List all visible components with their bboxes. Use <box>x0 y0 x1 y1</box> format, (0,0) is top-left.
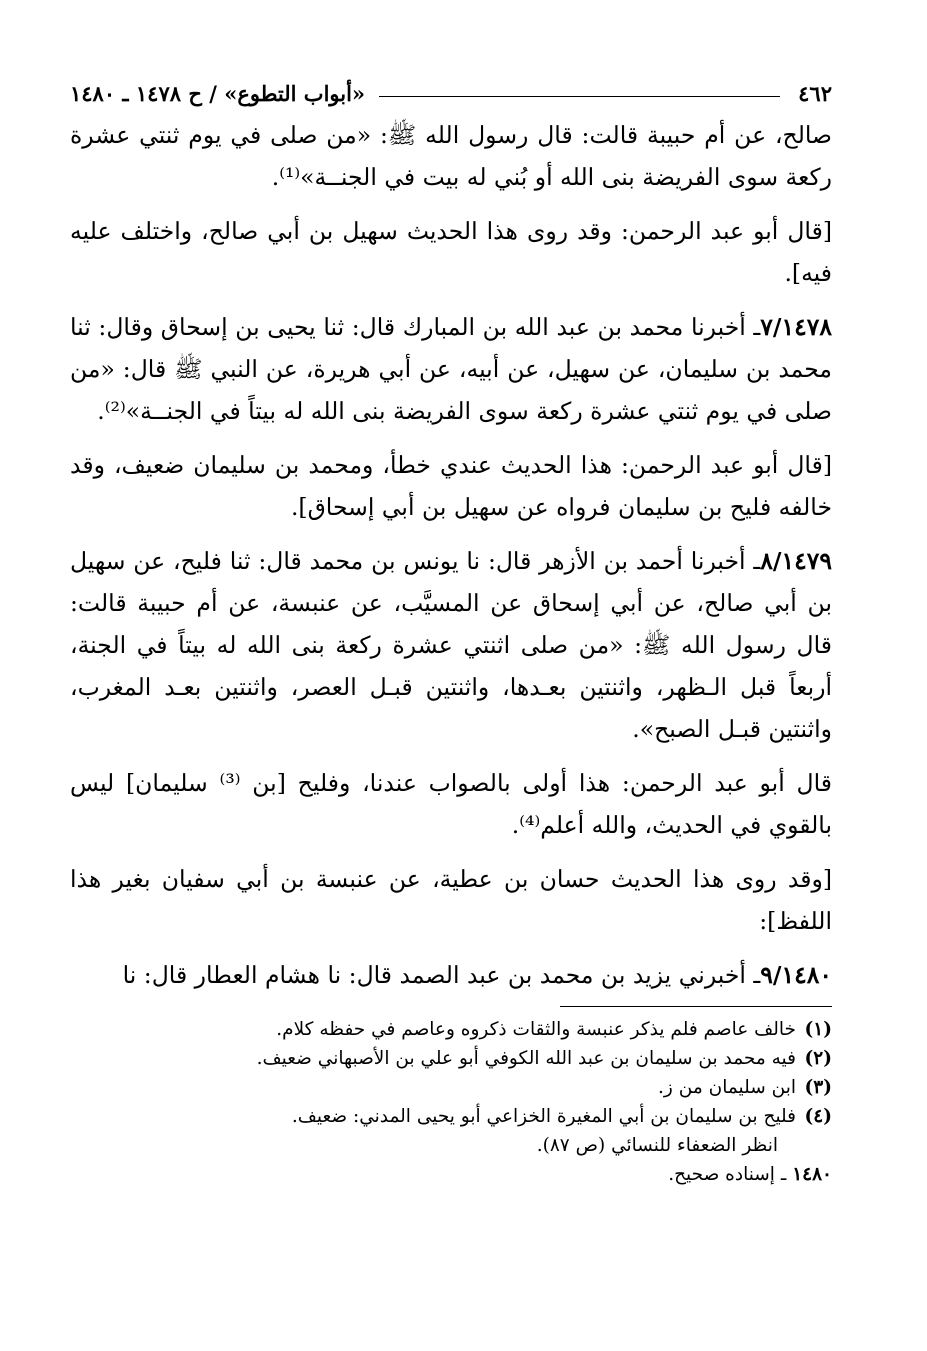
footnote-text: انظر الضعفاء للنسائي (ص ٨٧). <box>536 1135 778 1156</box>
footnote-continuation <box>70 1131 832 1160</box>
hadith-number: ٧/١٤٧٨ <box>760 313 832 341</box>
page-number: ٤٦٢ <box>798 81 832 106</box>
footnote <box>70 1160 832 1189</box>
hadith-number: ٨/١٤٧٩ <box>760 547 832 575</box>
footnote-marker: (٢) <box>804 1048 832 1069</box>
paragraph <box>70 858 832 942</box>
paragraph-text: [قال أبو عبد الرحمن: هذا الحديث عندي خطأ، ومحمد بن سليمان ضعيف، وقد خالفه فليح بن سليمان فرواه عن سهيل بن أبي إسحاق]. <box>70 451 832 521</box>
paragraph <box>70 762 832 846</box>
paragraph-text: صالح، عن أم حبيبة قالت: قال رسول الله ﷺ: «من صلى في يوم ثنتي عشرة ركعة سوى الفريضة بنى الله أو بُني له بيت في الجنــة»⁽¹⁾. <box>70 121 832 191</box>
footnote-text: فليح بن سليمان بن أبي المغيرة الخزاعي أبو يحيى المدني: ضعيف. <box>291 1106 796 1127</box>
paragraph-text: [وقد روى هذا الحديث حسان بن عطية، عن عنبسة بن أبي سفيان بغير هذا اللفظ]: <box>70 865 832 935</box>
paragraph <box>70 306 832 432</box>
paragraph-text: قال أبو عبد الرحمن: هذا أولى بالصواب عندنا، وفليح [بن ⁽³⁾ سليمان] ليس بالقوي في الحديث، والله أعلم⁽⁴⁾. <box>70 769 832 839</box>
paragraph <box>70 954 832 996</box>
paragraph-text: [قال أبو عبد الرحمن: وقد روى هذا الحديث سهيل بن أبي صالح، واختلف عليه فيه]. <box>70 217 832 287</box>
footnote-marker: ١٤٨٠ <box>792 1164 832 1185</box>
footnote <box>70 1073 832 1102</box>
footnote <box>70 1102 832 1131</box>
page-header <box>70 70 832 106</box>
paragraph-text: ـ أخبرنا أحمد بن الأزهر قال: نا يونس بن محمد قال: ثنا فليح، عن سهيل بن أبي صالح، عن أبي إسحاق عن المسيَّب، عن عنبسة، عن أم حبيبة قالت: قال رسول الله ﷺ: «من صلى اثنتي عشرة ركعة بنى الله له بيتاً في الجنة، أربعاً قبل الـظهر، واثنتين بعـدها، واثنتين قبـل العصر، واثنتين بعـد المغرب، واثنتين قبـل الصبح». <box>70 547 832 743</box>
footnote-text: فيه محمد بن سليمان بن عبد الله الكوفي أبو علي بن الأصبهاني ضعيف. <box>256 1048 796 1069</box>
book-page <box>70 70 832 1330</box>
paragraph-text: ـ أخبرنا محمد بن عبد الله بن المبارك قال: ثنا يحيى بن إسحاق وقال: ثنا محمد بن سليمان، عن سهيل، عن أبيه، عن أبي هريرة، عن النبي ﷺ قال: «من صلى في يوم ثنتي عشرة ركعة سوى الفريضة بنى الله له بيتاً في الجنــة»⁽²⁾. <box>70 313 832 425</box>
paragraph <box>70 540 832 750</box>
footnote-marker: (١) <box>804 1019 832 1040</box>
footnote-text: ابن سليمان من ز. <box>658 1077 796 1098</box>
footnote-marker: (٣) <box>804 1077 832 1098</box>
paragraph <box>70 114 832 198</box>
footnote-text: ـ إسناده صحيح. <box>668 1164 787 1185</box>
footnote-text: خالف عاصم فلم يذكر عنبسة والثقات ذكروه وعاصم في حفظه كلام. <box>276 1019 796 1040</box>
running-title: «أبواب التطوع» / ح ١٤٧٨ ـ ١٤٨٠ <box>70 81 366 106</box>
hadith-number: ٩/١٤٨٠ <box>760 961 832 989</box>
paragraph <box>70 210 832 294</box>
header-rule <box>379 96 780 97</box>
footnote-separator <box>560 1006 832 1007</box>
paragraph-text: ـ أخبرني يزيد بن محمد بن عبد الصمد قال: نا هشام العطار قال: نا <box>122 961 761 989</box>
main-text <box>70 114 832 996</box>
footnote <box>70 1015 832 1044</box>
footnote-marker: (٤) <box>804 1106 832 1127</box>
paragraph <box>70 444 832 528</box>
footnote <box>70 1044 832 1073</box>
footnotes <box>70 1015 832 1189</box>
